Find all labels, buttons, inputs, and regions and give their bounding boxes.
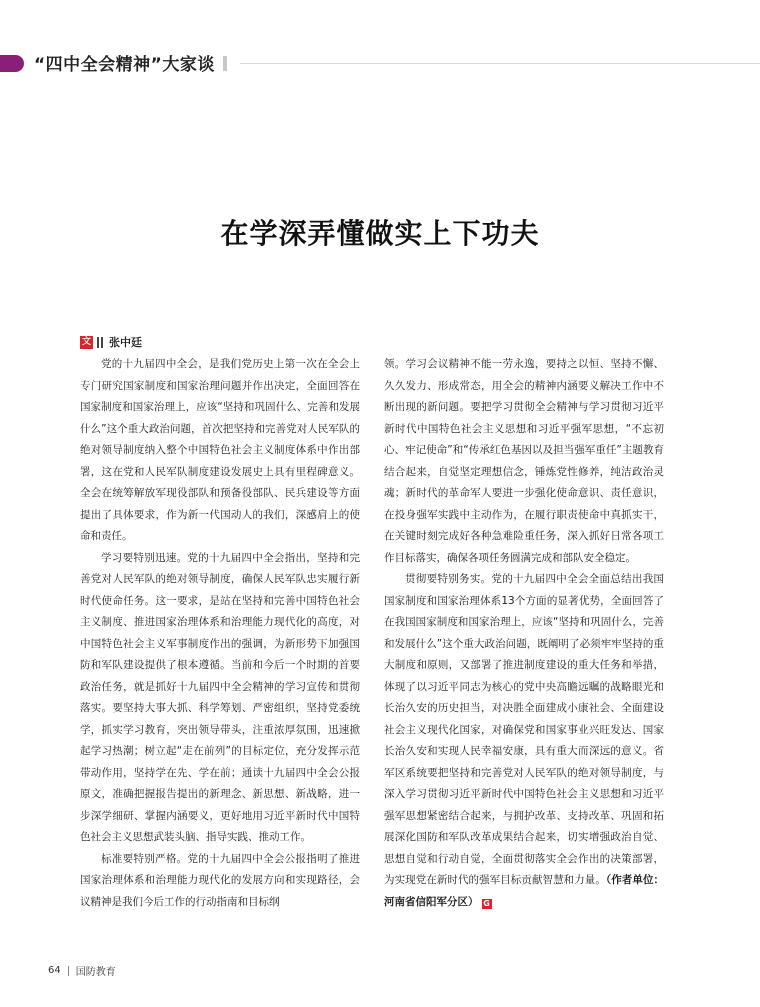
publication-name: 国防教育 <box>75 967 116 978</box>
header-divider <box>223 56 227 71</box>
page-footer <box>48 963 116 978</box>
paragraph <box>384 569 664 913</box>
author-affiliation: （作者单位：河南省信阳军分区） <box>384 874 665 908</box>
section-header <box>34 50 227 75</box>
section-title: “四中全会精神”大家谈 <box>34 55 215 75</box>
byline-badge: 文 <box>81 336 91 347</box>
article-title: 在学深弄懂做实上下功夫 <box>220 217 540 250</box>
paragraph: 标准要特别严格。党的十九届四中全会公报指明了推进国家治理体系和治理能力现代化的发展方向和实现路径，会议精神是我们今后工作的行动指南和目标纲 <box>80 852 360 908</box>
end-mark-icon: G <box>483 898 490 908</box>
byline <box>80 334 142 350</box>
article-column-right <box>384 354 664 913</box>
paragraph: 学习要特别迅速。党的十九届四中全会指出，坚持和完善党对人民军队的绝对领导制度，确保人民军队忠实履行新时代使命任务。这一要求，是站在坚持和完善中国特色社会主义制度、推进国家治理体系和治理能力现代化的高度，对中国特色社会主义军事制度作出的强调，为新形势下加强国防和军队建设提供了根本遵循。当前和今后一个时期的首要政治任务，就是抓好十九届四中全会精神的学习宣传和贯彻落实。要坚持大事大抓、科学筹划、严密组织，坚持党委统学，抓实学习教育，突出领导带头，注重浓厚氛围，迅速掀起学习热潮；树立起“走在前列”的目标定位，充分发挥示范带动作用，坚持学在先、学在前；通读十九届四中全会公报原文，准确把握报告提出的新理念、新思想、新战略，进一步深学细研、掌握内涵要义，更好地用习近平新时代中国特色社会主义思想武装头脑、指导实践、推动工作。 <box>80 551 360 843</box>
header-rule <box>240 63 760 64</box>
header-accent-bar <box>0 55 24 72</box>
paragraph: 领。学习会议精神不能一劳永逸，要持之以恒、坚持不懈、久久发力、形成常态，用全会的精神内涵要义解决工作中不断出现的新问题。要把学习贯彻全会精神与学习贯彻习近平新时代中国特色社会主义思想和习近平强军思想，“不忘初心、牢记使命”和“传承红色基因以及担当强军重任”主题教育结合起来，自觉坚定理想信念，锤炼党性修养，纯洁政治灵魂；新时代的革命军人要进一步强化使命意识、责任意识，在投身强军实践中主动作为，在履行职责使命中真抓实干，在关键时刻完成好各种急难险重任务，深入抓好日常各项工作目标落实，确保各项任务圆满完成和部队安全稳定。 <box>384 358 664 564</box>
byline-divider <box>101 337 103 348</box>
article-column-left <box>80 354 360 913</box>
author-name: 张中廷 <box>109 336 142 349</box>
paragraph: 党的十九届四中全会，是我们党历史上第一次在全会上专门研究国家制度和国家治理问题并作出决定，全面回答在国家制度和国家治理上，应该“坚持和巩固什么、完善和发展什么”这个重大政治问题，首次把坚持和完善党对人民军队的绝对领导制度纳入整个中国特色社会主义制度体系中作出部署，这在党和人民军队制度建设发展史上具有里程碑意义。全会在统筹解放军现役部队和预备役部队、民兵建设等方面提出了具体要求，作为新一代国动人的我们，深感肩上的使命和责任。 <box>80 358 360 542</box>
byline-divider <box>97 337 99 348</box>
footer-divider <box>68 966 69 976</box>
page-number: 64 <box>48 965 61 976</box>
paragraph-text: 贯彻要特别务实。党的十九届四中全会全面总结出我国国家制度和国家治理体系13个方面的显著优势，全面回答了在我国国家制度和国家治理上，应该“坚持和巩固什么，完善和发展什么”这个重大政治问题，既阐明了必须牢牢坚持的重大制度和原则，又部署了推进制度建设的重大任务和举措，体现了以习近平同志为核心的党中央高瞻远瞩的战略眼光和长治久安的历史担当，对决胜全面建成小康社会、全面建设社会主义现代化国家，对确保党和国家事业兴旺发达、国家长治久安和实现人民幸福安康，具有重大而深远的意义。省军区系统要把坚持和完善党对人民军队的绝对领导制度，与深入学习贯彻习近平新时代中国特色社会主义思想和习近平强军思想紧密结合起来，与拥护改革、支持改革、巩固和拓展深化国防和军队改革成果结合起来，切实增强政治自觉、思想自觉和行动自觉，全面贯彻落实全会作出的决策部署，为实现党在新时代的强军目标贡献智慧和力量。 <box>384 573 664 886</box>
